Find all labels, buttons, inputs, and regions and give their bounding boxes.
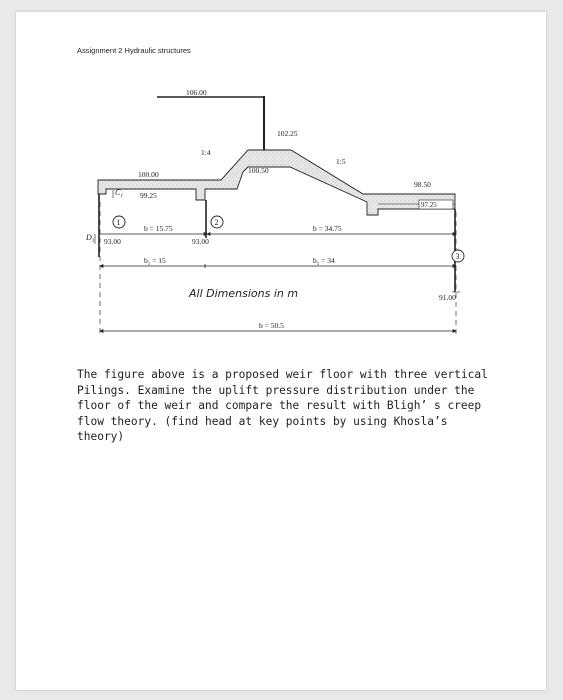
label-d1: $D_1$ <box>86 233 95 244</box>
label-crest-level: 102.25 <box>277 129 298 138</box>
label-crest-low: 100.50 <box>248 166 269 175</box>
label-b1-downstream: $b_1 = 34$ <box>313 256 335 267</box>
point-2-label: 2 <box>214 218 219 227</box>
point-1-label: 1 <box>116 218 121 227</box>
label-c1: $C_1$ <box>115 188 124 199</box>
label-b-upstream: b = 15.75 <box>144 224 173 233</box>
document-header: Assignment 2 Hydraulic structures <box>77 46 191 55</box>
label-pile3-bottom: 91.00 <box>439 293 456 302</box>
label-slope-down: 1:5 <box>336 157 346 166</box>
label-ds-floor-top: 98.50 <box>414 180 431 189</box>
question-text: The figure above is a proposed weir floor with three vertical Pilings. Examine the uplift pressure distribution under the floor of the weir and compare the result with Bligh’ s creep flow theory. (find head at key points by using Khosla’s theory) <box>77 368 488 443</box>
label-b-downstream: b = 34.75 <box>313 224 342 233</box>
dimensions-note: All Dimensions in m <box>189 287 299 300</box>
label-top-level: 106.00 <box>186 88 207 97</box>
weir-floor-body <box>98 150 455 215</box>
label-b-total: b = 50.5 <box>259 321 284 330</box>
label-b1-upstream: $b_1 = 15$ <box>144 256 166 267</box>
document-page <box>16 12 546 690</box>
label-ds-floor-level: 97.25 <box>421 201 437 209</box>
label-slope-up: 1:4 <box>201 148 211 157</box>
point-3-label: 3 <box>455 252 460 261</box>
weir-floor-diagram <box>16 12 546 352</box>
label-pile1-bottom: 93.00 <box>104 237 121 246</box>
label-us-floor-top: 100.00 <box>138 170 159 179</box>
label-us-floor-level: 99.25 <box>140 191 157 200</box>
label-pile2-bottom: 93.00 <box>192 237 209 246</box>
